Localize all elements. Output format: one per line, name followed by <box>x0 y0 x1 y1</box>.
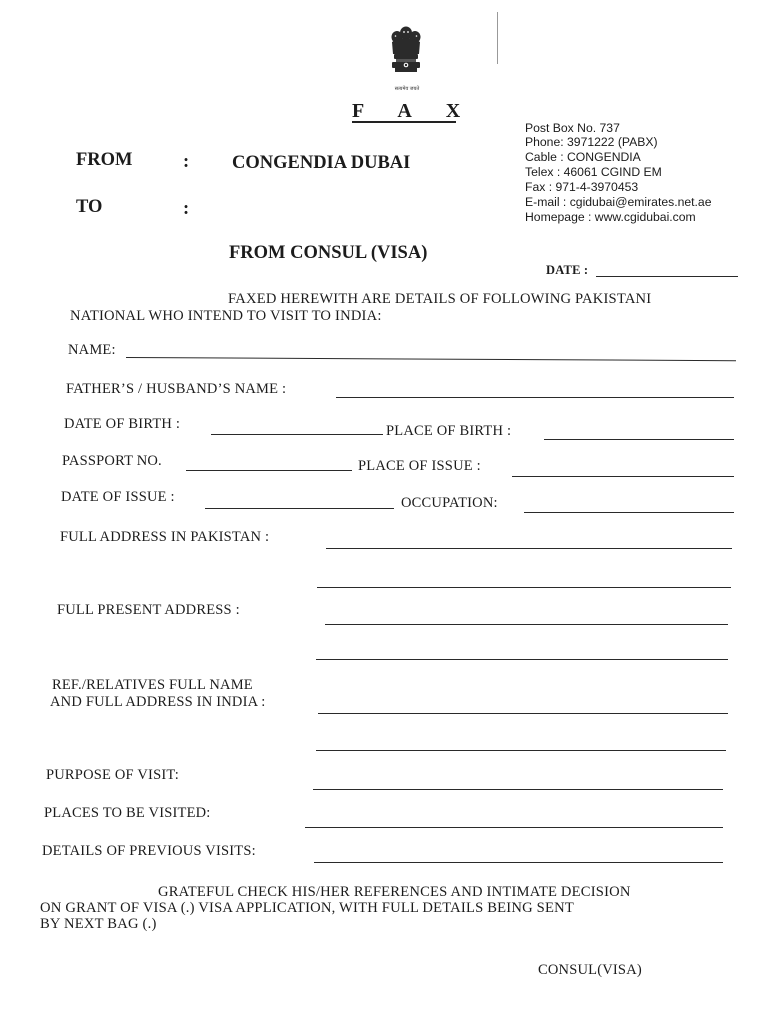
closing-line-3: BY NEXT BAG (.) <box>40 916 157 932</box>
father-husband-name-line <box>336 397 734 398</box>
fax-title-underline <box>352 121 456 123</box>
full-present-address-line-1 <box>325 624 728 625</box>
full-present-address-line-2 <box>316 659 728 660</box>
father-husband-name-label: FATHER’S / HUSBAND’S NAME : <box>66 381 287 397</box>
name-label: NAME: <box>68 342 116 358</box>
places-to-be-visited-line <box>305 827 723 828</box>
full-address-pakistan-line-2 <box>317 587 731 588</box>
margin-mark <box>497 12 498 64</box>
details-previous-visits-label: DETAILS OF PREVIOUS VISITS: <box>42 843 256 859</box>
place-of-issue-line <box>512 476 734 477</box>
occupation-label: OCCUPATION: <box>401 495 498 511</box>
contact-homepage: Homepage : www.cgidubai.com <box>525 210 696 224</box>
contact-telex: Telex : 46061 CGIND EM <box>525 165 662 179</box>
from-colon: : <box>183 152 190 172</box>
contact-cable: Cable : CONGENDIA <box>525 150 641 164</box>
place-of-birth-line <box>544 439 734 440</box>
name-line <box>126 357 736 361</box>
contact-fax: Fax : 971-4-3970453 <box>525 180 639 194</box>
date-of-issue-label: DATE OF ISSUE : <box>61 489 175 505</box>
full-present-address-label: FULL PRESENT ADDRESS : <box>57 602 240 618</box>
date-of-birth-label: DATE OF BIRTH : <box>64 416 181 432</box>
emblem-motto: सत्यमेव जयते <box>394 86 420 92</box>
closing-line-2: ON GRANT OF VISA (.) VISA APPLICATION, WITH FULL DETAILS BEING SENT <box>40 900 574 916</box>
ref-relatives-label-line-1: REF./RELATIVES FULL NAME <box>52 677 253 693</box>
to-label: TO <box>76 197 103 217</box>
place-of-birth-label: PLACE OF BIRTH : <box>386 423 512 439</box>
passport-no-line <box>186 470 352 471</box>
date-of-birth-line <box>211 434 383 435</box>
ref-relatives-line-2 <box>316 750 726 751</box>
purpose-of-visit-line <box>313 789 723 790</box>
places-to-be-visited-label: PLACES TO BE VISITED: <box>44 805 211 821</box>
details-previous-visits-line <box>314 862 723 863</box>
date-of-issue-line <box>205 508 394 509</box>
lion-capital-emblem-icon <box>386 24 426 88</box>
subject-title: FROM CONSUL (VISA) <box>229 243 428 263</box>
fax-title: F A X <box>352 100 476 122</box>
purpose-of-visit-label: PURPOSE OF VISIT: <box>46 767 179 783</box>
contact-email: E-mail : cgidubai@emirates.net.ae <box>525 195 712 209</box>
passport-no-label: PASSPORT NO. <box>62 453 162 469</box>
ref-relatives-label-line-2: AND FULL ADDRESS IN INDIA : <box>50 694 266 710</box>
date-line <box>596 276 738 277</box>
full-address-pakistan-label: FULL ADDRESS IN PAKISTAN : <box>60 529 270 545</box>
occupation-line <box>524 512 734 513</box>
ref-relatives-line-1 <box>318 713 728 714</box>
to-colon: : <box>183 199 190 219</box>
contact-phone: Phone: 3971222 (PABX) <box>525 135 658 149</box>
from-value: CONGENDIA DUBAI <box>232 153 411 173</box>
contact-post-box: Post Box No. 737 <box>525 121 620 135</box>
closing-line-1: GRATEFUL CHECK HIS/HER REFERENCES AND INTIMATE DECISION <box>158 884 631 900</box>
date-label: DATE : <box>546 263 589 277</box>
intro-line-1: FAXED HEREWITH ARE DETAILS OF FOLLOWING PAKISTANI <box>228 291 652 307</box>
full-address-pakistan-line-1 <box>326 548 732 549</box>
signature-consul-visa: CONSUL(VISA) <box>538 962 642 978</box>
place-of-issue-label: PLACE OF ISSUE : <box>358 458 481 474</box>
from-label: FROM <box>76 150 133 170</box>
intro-line-2: NATIONAL WHO INTEND TO VISIT TO INDIA: <box>70 308 382 324</box>
